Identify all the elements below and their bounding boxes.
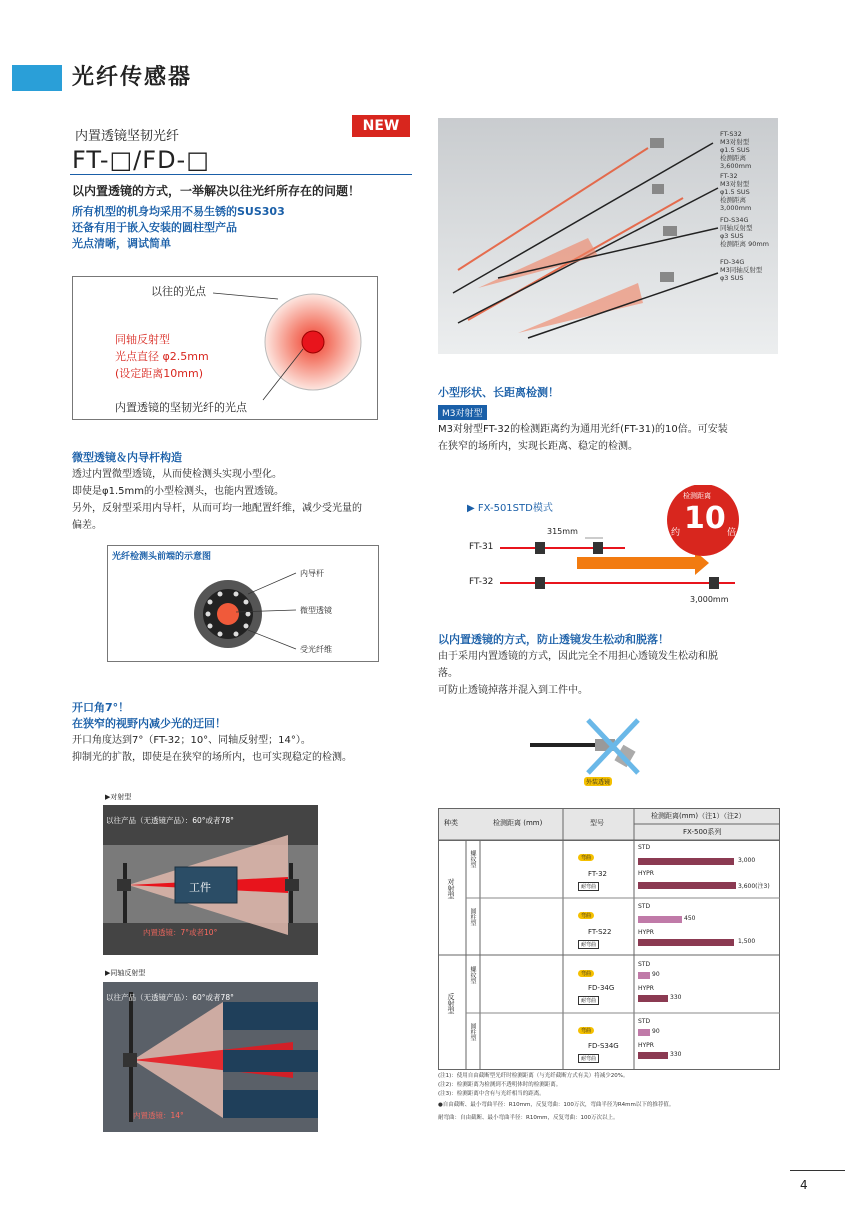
row3-model: FD-34G: [588, 984, 615, 992]
row3-v1: 90: [652, 971, 660, 978]
bubble-post: 倍: [727, 528, 737, 538]
label-micro-lens: 微型透镜: [300, 606, 332, 615]
lens-secure-line-2: 落。: [438, 668, 458, 679]
through-fig-tag: ▶对射型: [105, 793, 132, 801]
row1-model: FT-32: [588, 870, 607, 878]
coax-line-2: 光点直径 φ2.5mm: [115, 350, 209, 363]
product-photo: [438, 118, 778, 354]
row4-std-bar: [638, 1029, 650, 1036]
note-3: (注3)：检测距离中含有与光纤相当的距离。: [438, 1091, 545, 1097]
range-d1: 315mm: [547, 527, 578, 536]
row4-sub: 圆柱型: [469, 1023, 476, 1041]
row2-sub: 圆柱型: [469, 908, 476, 926]
footer-rule: [790, 1170, 845, 1171]
lens-secure-section: [438, 632, 788, 699]
th-distance: 检测距离(mm)（注1）（注2）: [651, 812, 746, 820]
lens-secure-heading: 以内置透镜的方式，防止透镜发生松动和脱落！: [438, 633, 669, 646]
fiber-head-title: 光纤检测头前端的示意图: [112, 552, 212, 562]
lens-secure-line-3: 可防止透镜掉落并混入到工件中。: [438, 685, 588, 696]
fd-s34g-line-1: 同轴反射型: [720, 224, 753, 232]
row1-std: STD: [638, 844, 651, 851]
long-range-line-2: 在狭窄的场所内，实现长距离、稳定的检测。: [438, 441, 638, 452]
bubble-num: 10: [684, 501, 726, 536]
ft-s32-name: FT-S32: [720, 130, 742, 138]
row4-v1: 90: [652, 1028, 660, 1035]
note-5: 耐弯曲：自由截断、最小弯曲半径：R10mm，反复弯曲：100万次以上。: [438, 1115, 619, 1121]
th-series: FX-500系列: [683, 828, 722, 836]
row4-std: STD: [638, 1018, 651, 1025]
row1-hyper-bar: [638, 882, 736, 889]
label-receiver-fiber: 受光纤维: [300, 645, 332, 654]
photo-label-fd-34g: [720, 258, 762, 282]
coax-new-label: 内置透镜：14°: [133, 1111, 184, 1120]
ft-32-name: FT-32: [720, 172, 738, 180]
fd-34g-name: FD-34G: [720, 258, 745, 266]
row4-badge: 弯曲: [578, 1027, 594, 1034]
row1-tag: 耐弯曲: [578, 882, 599, 891]
aperture-line-2: 抑制光的扩散，即使是在狭窄的场所内，也可实现稳定的检测。: [72, 752, 352, 763]
new-spot: [302, 331, 324, 353]
row3-std: STD: [638, 961, 651, 968]
lens-secure-line-1: 由于采用内置透镜的方式，因此完全不用担心透镜发生松动和脱: [438, 651, 718, 662]
row3-sub: 螺纹型: [469, 966, 476, 984]
row4-tag: 耐弯曲: [578, 1054, 599, 1063]
group-through: 对射型: [447, 878, 455, 899]
fiber-head-figure: [107, 545, 379, 662]
long-range-tag: M3对射型: [438, 405, 487, 420]
aperture-heading-2: 在狭窄的视野内减少光的迂回！: [72, 717, 226, 730]
aperture-line-1: 开口角度达到7°（FT-32；10°、同轴反射型；14°）。: [72, 735, 311, 746]
row2-hyper: HYPR: [638, 929, 654, 936]
aperture-section: [72, 700, 432, 766]
th-model: 型号: [590, 819, 604, 827]
through-new-label: 内置透镜：7°或者10°: [143, 928, 218, 937]
row3-hyper-bar: [638, 995, 668, 1002]
ft-32-line-2: φ1.5 SUS: [720, 188, 750, 196]
receiver: [285, 879, 299, 891]
photo-label-ft-32: [720, 172, 778, 212]
long-range-section: [438, 385, 783, 455]
coax-fig-tag: ▶同轴反射型: [105, 969, 146, 977]
row2-std: STD: [638, 903, 651, 910]
new-spot-label: 内置透镜的坚韧光纤的光点: [115, 401, 247, 414]
row1-v2: 3,600(注3): [738, 883, 770, 890]
row3-v2: 330: [670, 994, 682, 1001]
ft-s32-line-2: φ1.5 SUS: [720, 146, 750, 154]
intro-headline: 以内置透镜的方式，一举解决以往光纤所存在的问题！: [72, 184, 361, 198]
row4-hyper: HYPR: [638, 1042, 654, 1049]
spec-notes: [438, 1072, 783, 1123]
micro-heading: 微型透镜＆内导杆构造: [72, 451, 182, 464]
through-beam-figure: [103, 805, 318, 955]
page-number: 4: [800, 1178, 808, 1192]
photo-label-ft-s32: [720, 130, 778, 170]
row1-badge: 弯曲: [578, 854, 594, 861]
row3-std-bar: [638, 972, 650, 979]
long-range-line-1: M3对射型FT-32的检测距离约为通用光纤(FT-31)的10倍。可安装: [438, 424, 728, 435]
range-row-ft31: FT-31: [469, 542, 494, 552]
range-chart: [465, 485, 755, 615]
row1-v1: 3,000: [738, 857, 756, 864]
row1-hyper: HYPR: [638, 870, 654, 877]
range-d2: 3,000mm: [690, 595, 729, 604]
intro-block: [72, 182, 414, 252]
title-divider: [70, 174, 412, 175]
through-work-label: 工件: [189, 881, 211, 894]
note-4: ●自由截断、最小弯曲半径：R10mm，反复弯曲：100万次，弯曲半径为R4mm以下的推荐值。: [438, 1102, 675, 1108]
range-arrow: [577, 551, 709, 575]
coax-old-label: 以往产品（无透镜产品）：60°或者78°: [106, 993, 234, 1002]
new-badge: NEW: [352, 115, 410, 137]
micro-line-4: 偏差。: [72, 520, 102, 531]
th-type: 种类: [444, 819, 458, 827]
ft-s32-line-3: 检测距离 3,600mm: [720, 154, 752, 170]
emitter: [117, 879, 131, 891]
label-inner-rod: 内导杆: [300, 569, 324, 578]
row4-model: FD-S34G: [588, 1042, 619, 1050]
bubble-top: 检测距离: [683, 492, 711, 500]
coax-line-1: 同轴反射型: [115, 333, 170, 346]
photo-label-fd-s34g: [720, 216, 769, 248]
product-model: FT-□/FD-□: [72, 146, 210, 174]
ft-32-line-1: M3对射型: [720, 180, 750, 188]
micro-line-1: 透过内置微型透镜，从而使检测头实现小型化。: [72, 469, 282, 480]
row4-v2: 330: [670, 1051, 682, 1058]
bubble-pre: 约: [671, 528, 681, 538]
row3-badge: 弯曲: [578, 970, 594, 977]
coax-line-3: (设定距离10mm): [115, 367, 204, 380]
page-title: 光纤传感器: [72, 65, 193, 90]
range-mode: ▶ FX-501STD模式: [467, 503, 553, 514]
row3-hyper: HYPR: [638, 985, 654, 992]
fd-s34g-line-2: φ3 SUS: [720, 232, 744, 240]
micro-lens-core: [217, 603, 239, 625]
outer-lens-label: 外装透镜: [586, 779, 611, 786]
row2-model: FT-S22: [588, 928, 612, 936]
micro-section: [72, 450, 414, 534]
fd-s34g-line-3: 检测距离 90mm: [720, 240, 770, 248]
long-range-heading: 小型形状、长距离检测！: [438, 386, 559, 399]
fd-34g-line-1: M3同轴反射型: [720, 266, 763, 274]
ft-s32-line-1: M3对射型: [720, 138, 750, 146]
range-row-ft32: FT-32: [469, 577, 494, 587]
lens-fall-figure: [530, 715, 660, 795]
aperture-heading-1: 开口角7°！: [72, 701, 130, 714]
product-subtitle: 内置透镜坚韧光纤: [75, 129, 180, 144]
row3-tag: 耐弯曲: [578, 996, 599, 1005]
note-1: (注1)：使用自由截断型光纤时检测距离（与光纤截断方式有关）将减少20%。: [438, 1073, 629, 1079]
row2-badge: 弯曲: [578, 912, 594, 919]
old-spot-label: 以往的光点: [151, 285, 206, 298]
fiber-head-graphic: [108, 546, 378, 661]
row1-sub: 螺纹型: [469, 850, 476, 868]
group-reflect: 反射型: [447, 993, 455, 1014]
row4-hyper-bar: [638, 1052, 668, 1059]
note-2: (注2)：检测距离为检测到不透明体时的检测距离。: [438, 1082, 562, 1088]
coax-head: [123, 1053, 137, 1067]
th-dimension: 检测距离 (mm): [493, 819, 543, 827]
fd-34g-line-2: φ3 SUS: [720, 274, 744, 282]
row2-tag: 耐弯曲: [578, 940, 599, 949]
header-accent-bar: [12, 65, 62, 91]
row2-hyper-bar: [638, 939, 734, 946]
intro-point-3: 光点清晰，调试简单: [72, 237, 171, 250]
row2-std-bar: [638, 916, 682, 923]
coax-figure: [103, 982, 318, 1132]
intro-point-2: 还备有用于嵌入安装的圆柱型产品: [72, 221, 237, 234]
intro-point-1: 所有机型的机身均采用不易生锈的SUS303: [72, 205, 285, 218]
row2-v2: 1,500: [738, 938, 756, 945]
fd-s34g-name: FD-S34G: [720, 216, 749, 224]
spec-table: [438, 808, 780, 1070]
row1-std-bar: [638, 858, 734, 865]
spot-figure: [72, 276, 378, 420]
coax-spot-text: [115, 331, 209, 382]
through-old-label: 以往产品（无透镜产品）：60°或者78°: [106, 816, 234, 825]
ft-32-line-3: 检测距离 3,000mm: [720, 196, 752, 212]
micro-line-2: 即使是φ1.5mm的小型检测头，也能内置透镜。: [72, 486, 284, 497]
row2-v1: 450: [684, 915, 696, 922]
micro-line-3: 另外，反射型采用内导杆，从而可均一地配置纤维，减少受光量的: [72, 503, 362, 514]
